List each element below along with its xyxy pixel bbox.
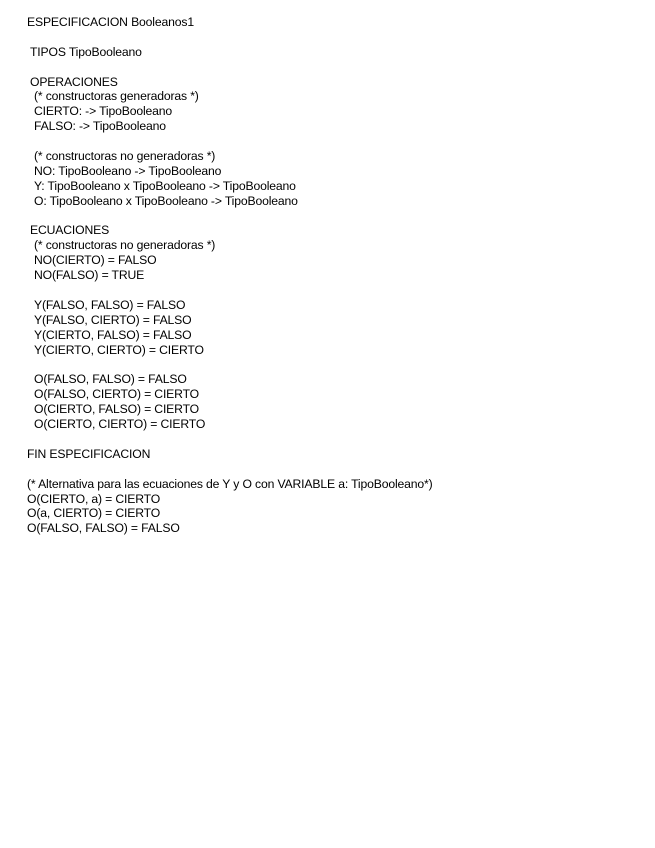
spacer xyxy=(27,283,627,298)
operation-line: CIERTO: -> TipoBooleano xyxy=(34,104,173,119)
equation-line: O(FALSO, CIERTO) = CIERTO xyxy=(34,387,199,402)
equation-line: O(CIERTO, FALSO) = CIERTO xyxy=(34,402,199,417)
specification-document xyxy=(27,15,627,536)
alternative-equation-line: O(CIERTO, a) = CIERTO xyxy=(27,491,161,506)
equation-line: Y(FALSO, FALSO) = FALSO xyxy=(34,297,186,312)
equation-line: Y(CIERTO, FALSO) = FALSO xyxy=(34,327,192,342)
generators-comment: (* constructoras generadoras *) xyxy=(34,89,199,104)
types-declaration: TIPOS TipoBooleano xyxy=(30,44,142,59)
equation-line: NO(FALSO) = TRUE xyxy=(34,268,145,283)
spacer xyxy=(27,209,627,224)
non-generators-comment: (* constructoras no generadoras *) xyxy=(34,149,216,164)
equation-line: NO(CIERTO) = FALSO xyxy=(34,253,157,268)
equation-line: O(FALSO, FALSO) = FALSO xyxy=(34,372,187,387)
equations-comment: (* constructoras no generadoras *) xyxy=(34,238,216,253)
operations-heading: OPERACIONES xyxy=(30,74,118,89)
spacer xyxy=(27,462,627,477)
operation-line: NO: TipoBooleano -> TipoBooleano xyxy=(34,163,222,178)
spacer xyxy=(27,60,627,75)
alternative-comment: (* Alternativa para las ecuaciones de Y y O con VARIABLE a: TipoBooleano*) xyxy=(27,476,433,491)
operation-line: FALSO: -> TipoBooleano xyxy=(34,119,166,134)
equation-line: O(CIERTO, CIERTO) = CIERTO xyxy=(34,417,206,432)
equation-line: Y(CIERTO, CIERTO) = CIERTO xyxy=(34,342,204,357)
operation-line: O: TipoBooleano x TipoBooleano -> TipoBooleano xyxy=(34,193,298,208)
spacer xyxy=(27,357,627,372)
equation-line: Y(FALSO, CIERTO) = FALSO xyxy=(34,312,192,327)
spec-end: FIN ESPECIFICACION xyxy=(27,446,151,461)
spec-header: ESPECIFICACION Booleanos1 xyxy=(27,15,194,29)
spacer xyxy=(27,30,627,45)
alternative-equation-line: O(a, CIERTO) = CIERTO xyxy=(27,506,161,521)
operation-line: Y: TipoBooleano x TipoBooleano -> TipoBooleano xyxy=(34,178,296,193)
alternative-equation-line: O(FALSO, FALSO) = FALSO xyxy=(27,521,180,536)
spacer xyxy=(27,134,627,149)
equations-heading: ECUACIONES xyxy=(30,223,110,238)
spacer xyxy=(27,432,627,447)
